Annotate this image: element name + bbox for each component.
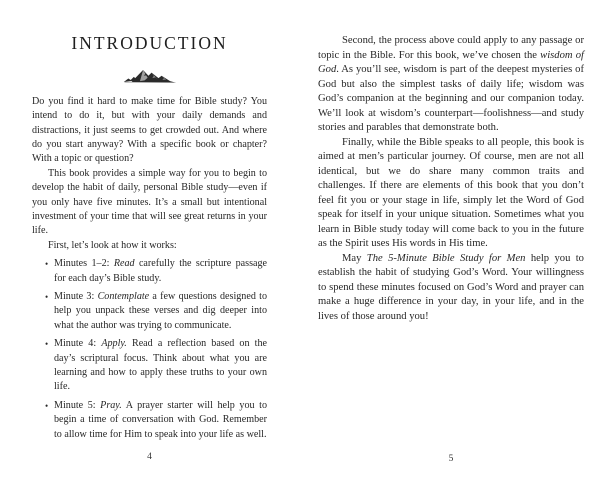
paragraph — [318, 34, 584, 136]
right-page-body — [318, 34, 584, 324]
italic-text-segment: The 5-Minute Bible Study for Men — [366, 252, 526, 264]
bullet-marker-icon: • — [45, 259, 49, 270]
page-number-right: 5 — [448, 454, 454, 464]
italic-text-segment: Contemplate — [97, 291, 150, 302]
italic-text-segment: Pray. — [100, 399, 122, 411]
text-segment: Read a reflection based on the day’s scriptural focus. Think about what you are learning and how to apply these truths to your own life. — [54, 338, 268, 393]
text-segment: Minute 5: — [54, 399, 101, 411]
text-segment: . As you’ll see, wisdom is part of the deepest mysteries of God but also the simplest tasks of daily life; wisdom was God’s companion at the beginning and our companion today. We’ll look at wisdom’s counterpart—foolishness—and study stories and parables that demonstrate both. — [318, 64, 584, 133]
text-segment: This book provides a simple way for you to begin to develop the habit of daily, personal Bible study—even if you only have five minutes. It’s a small but intentional investment of your time that will see great returns in your life. — [32, 167, 267, 237]
right-page — [318, 0, 584, 324]
text-segment: Minutes 1–2: — [54, 258, 114, 270]
italic-text-segment: Apply. — [101, 338, 127, 350]
text-segment: a few questions designed to help you unpack these verses and dig deeper into what the author was trying to communicate. — [54, 291, 267, 331]
text-segment: Second, the process above could apply to any passage or topic in the Bible. For this book, we’ve chosen the — [318, 35, 584, 61]
page-number-left: 4 — [147, 452, 152, 462]
text-segment: Finally, while the Bible speaks to all people, this book is aimed at men’s particular journey. Of course, men are not all identical, but we do share many common traits and challenges. If there are elements of this book that you don’t feel fit you or your stage in life, simply let the Word of God speak for itself in your unique situation. Sometimes what you learn in Bible study today will come back to you in the future as the Spirit uses His words in His time. — [318, 136, 584, 249]
bullet-marker-icon: • — [45, 339, 49, 350]
text-segment: First, let’s look at how it works: — [48, 239, 177, 251]
bullet-item — [32, 290, 267, 333]
text-segment: help you to establish the habit of studying God’s Word. Your willingness to spend these minutes focused on God’s Word and prayer can make a huge difference in your day, in your life, and in the lives of those around you! — [318, 252, 584, 322]
paragraph — [32, 167, 267, 239]
bullet-marker-icon: • — [45, 292, 49, 302]
paragraph — [32, 239, 267, 253]
text-segment: carefully the scripture passage for each day’s Bible study. — [54, 258, 268, 284]
italic-text-segment: wisdom of God — [318, 49, 584, 75]
paragraph — [32, 95, 267, 167]
left-page — [32, 0, 267, 442]
italic-text-segment: Read — [113, 258, 135, 270]
bullet-item — [32, 399, 267, 442]
text-segment: Minute 3: — [54, 291, 98, 302]
text-segment: May — [342, 252, 367, 264]
mountain-range-icon — [123, 66, 177, 84]
paragraph — [318, 136, 584, 252]
text-segment: Minute 4: — [54, 338, 102, 350]
bullet-marker-icon: • — [45, 400, 49, 411]
bullet-item — [32, 337, 267, 395]
text-segment: Do you find it hard to make time for Bible study? You intend to do it, but with your daily demands and distractions, it just seems to get crowded out. And where do you start anyway? With a specific book or chapter? With a topic or question? — [32, 95, 267, 165]
left-page-body — [32, 95, 267, 442]
paragraph — [318, 252, 584, 325]
chapter-title: INTRODUCTION — [71, 33, 228, 53]
text-segment: A prayer starter will help you to begin a time of conversation with God. Remember to allow time for Him to speak into your life as well. — [54, 399, 267, 440]
ornament-wrap — [32, 66, 267, 84]
bullet-item — [32, 257, 267, 286]
